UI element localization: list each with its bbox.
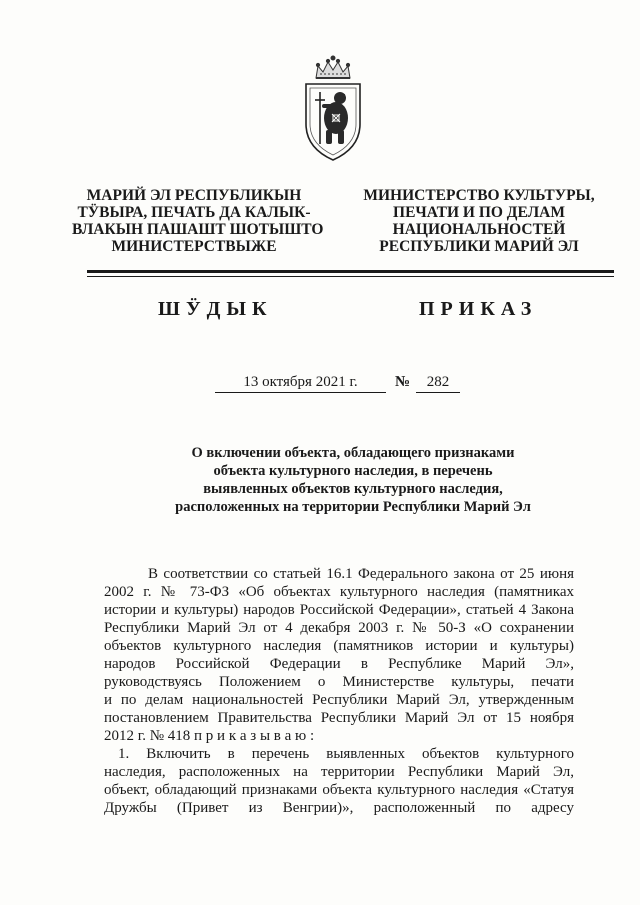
body-line: постановлением Правительства Республики Марий Эл от 15 ноября xyxy=(104,710,574,726)
org-name-line: МИНИСТЕРСТВО КУЛЬТУРЫ, xyxy=(363,187,595,204)
subject-line: выявленных объектов культурного наследия, xyxy=(203,481,503,497)
body-line: Дружбы (Привет из Венгрии)», расположенный по адресу xyxy=(104,800,574,816)
org-name-line: ТӰВЫРА, ПЕЧАТЬ ДА КАЛЫК- xyxy=(77,204,311,221)
org-name-line: ПЕЧАТИ И ПО ДЕЛАМ xyxy=(393,204,565,221)
body-line: объект, обладающий признаками объекта культурного наследия «Статуя xyxy=(104,782,574,798)
body-line: и по делам национальностей Республики Марий Эл, утвержденным xyxy=(104,692,574,708)
doc-type-russian: ПРИКАЗ xyxy=(419,298,538,320)
subject-line: расположенных на территории Республики Марий Эл xyxy=(175,499,531,515)
order-number: 282 xyxy=(416,374,460,393)
subject-line: О включении объекта, обладающего признаками xyxy=(191,445,515,461)
body-line: народов Российской Федерации в Республике Марий Эл», xyxy=(104,656,574,672)
header-divider-thick xyxy=(87,270,614,273)
header-divider-thin xyxy=(87,276,614,277)
body-line: истории и культуры) народов Российской Федерации», статьей 4 Закона xyxy=(104,602,574,618)
org-name-line: МАРИЙ ЭЛ РЕСПУБЛИКЫН xyxy=(86,187,302,204)
body-line: В соответствии со статьей 16.1 Федерального закона от 25 июня xyxy=(148,566,574,582)
org-name-line: ВЛАКЫН ПАШАШТ ШОТЫШТО xyxy=(72,221,324,238)
order-subject xyxy=(140,444,566,516)
order-number-sign: № xyxy=(395,374,411,390)
body-line: объектов культурного наследия (памятников истории и культуры) xyxy=(104,638,574,654)
mari-el-coat-of-arms-icon xyxy=(296,52,370,164)
body-line: руководствуясь Положением о Министерстве культуры, печати xyxy=(104,674,574,690)
subject-line: объекта культурного наследия, в перечень xyxy=(213,463,493,479)
org-name-mari xyxy=(72,187,324,255)
order-date: 13 октября 2021 г. xyxy=(215,374,386,393)
order-body xyxy=(104,565,574,817)
org-name-line: РЕСПУБЛИКИ МАРИЙ ЭЛ xyxy=(379,238,579,255)
org-name-line: МИНИСТЕРСТВЫЖЕ xyxy=(111,238,277,255)
body-line: наследия, расположенных на территории Республики Марий Эл, xyxy=(104,764,574,780)
body-line: 2012 г. № 418 п р и к а з ы в а ю : xyxy=(104,728,315,744)
body-line: 1. Включить в перечень выявленных объектов культурного xyxy=(118,746,574,762)
body-line: 2002 г. № 73-ФЗ «Об объектах культурного наследия (памятниках xyxy=(104,584,574,600)
doc-type-mari: ШӰДЫК xyxy=(158,298,273,320)
body-line: Республики Марий Эл от 4 декабря 2003 г. № 50-З «О сохранении xyxy=(104,620,574,636)
org-name-russian xyxy=(344,187,614,255)
org-name-line: НАЦИОНАЛЬНОСТЕЙ xyxy=(392,221,566,238)
